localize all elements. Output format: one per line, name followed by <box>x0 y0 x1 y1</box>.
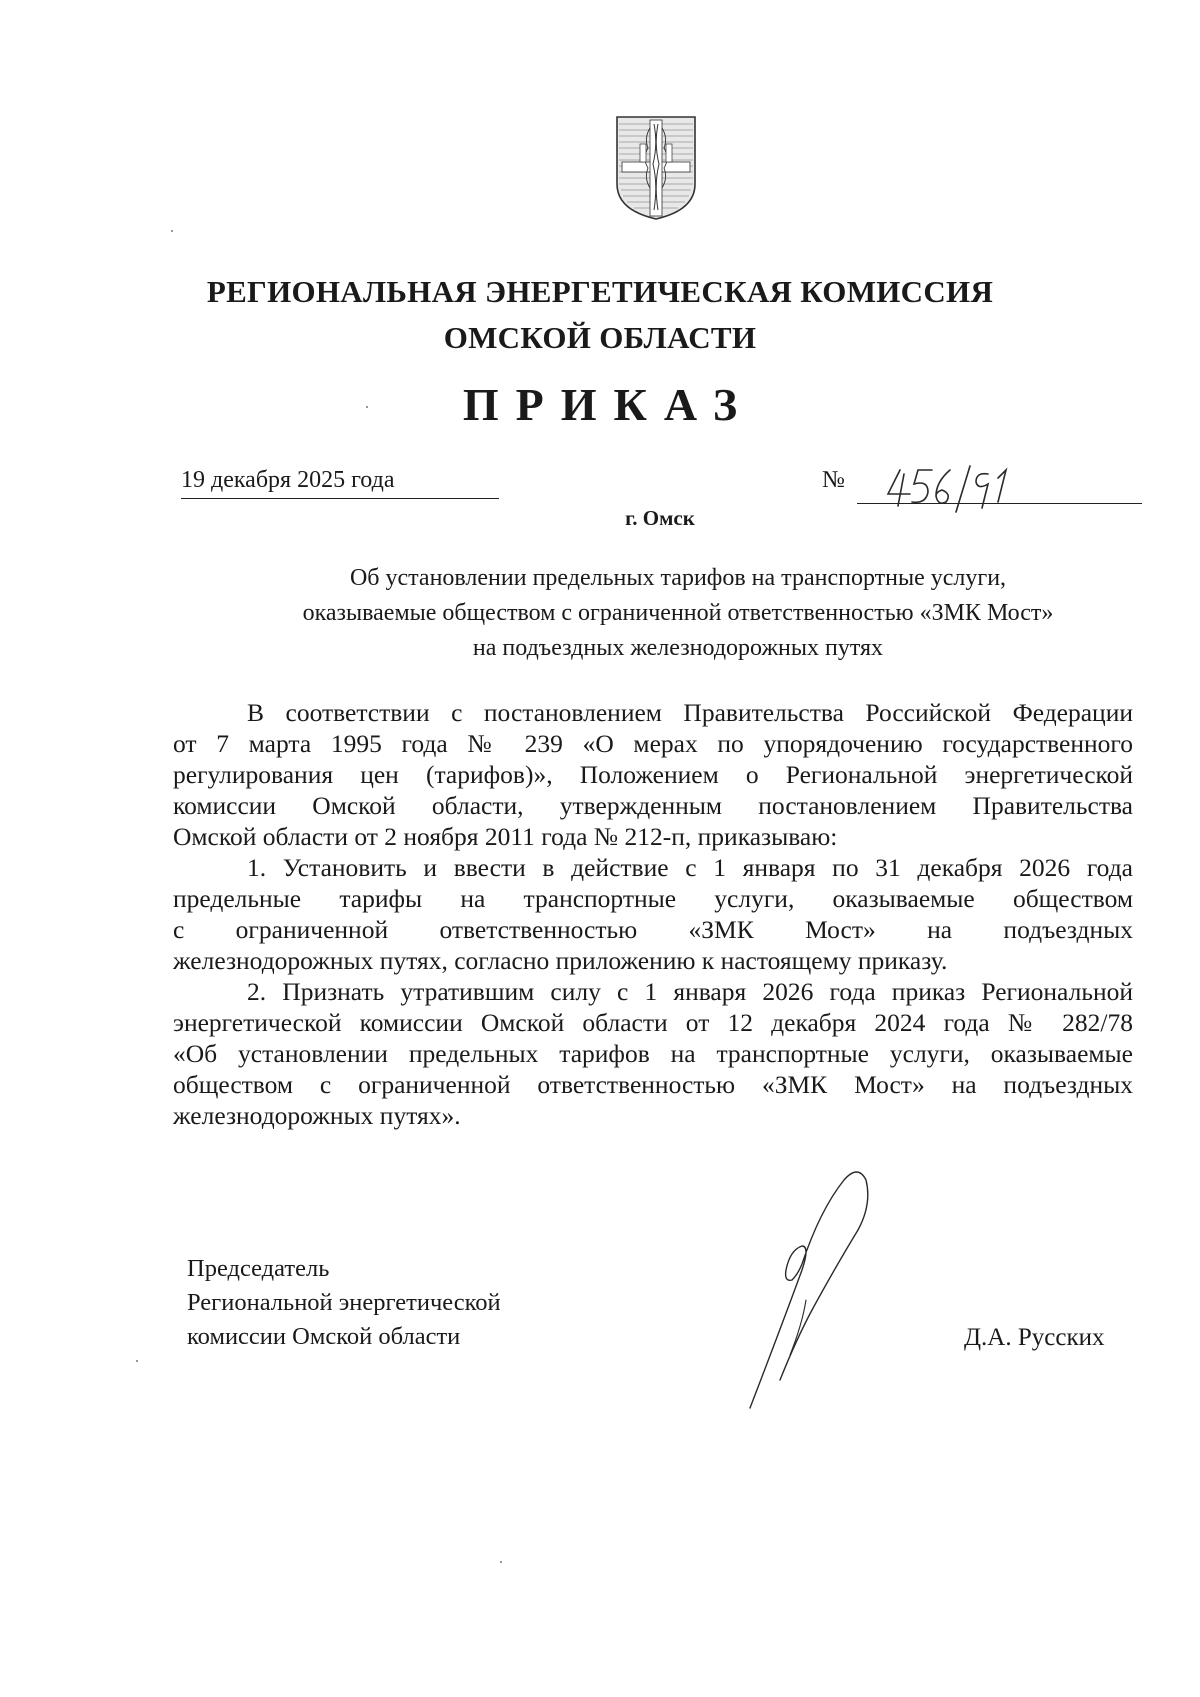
body-line: энергетической комиссии Омской области от 12 декабря 2024 года № 282/78 <box>173 1008 1133 1037</box>
body-line: 1. Установить и ввести в действие с 1 января по 31 декабря 2026 года <box>247 853 1133 882</box>
subject-line: Об установлении предельных тарифов на транспортные услуги, <box>349 565 1007 591</box>
date-underline <box>181 498 499 499</box>
body-line: обществом с ограниченной ответственностью «ЗМК Мост» на подъездных <box>173 1070 1133 1099</box>
body-line: 2. Признать утратившим силу с 1 января 2026 года приказ Региональной <box>247 977 1133 1006</box>
body-paragraph-item1 <box>173 852 1133 883</box>
body-line: предельные тарифы на транспортные услуги, оказываемые обществом <box>173 884 1133 913</box>
order-body <box>173 697 1133 1131</box>
body-line: регулирования цен (тарифов)», Положением о Региональной энергетической <box>173 760 1133 789</box>
body-paragraph-item2-cont <box>173 1007 1133 1131</box>
handwritten-order-number <box>880 462 1020 514</box>
organization-name-line2: ОМСКОЙ ОБЛАСТИ <box>443 320 757 355</box>
document-type-title: ПРИКАЗ <box>462 379 755 430</box>
body-line: железнодорожных путях, согласно приложению к настоящему приказу. <box>173 946 948 975</box>
body-line: с ограниченной ответственностью «ЗМК Мост» на подъездных <box>173 915 1133 944</box>
body-paragraph-item1-cont <box>173 883 1133 976</box>
scan-speck <box>366 406 368 408</box>
body-line: от 7 марта 1995 года № 239 «О мерах по упорядочению государственного <box>173 729 1133 758</box>
coat-of-arms-emblem <box>614 114 698 222</box>
order-date: 19 декабря 2025 года <box>181 467 395 493</box>
body-line: В соответствии с постановлением Правительства Российской Федерации <box>247 698 1133 727</box>
body-line: железнодорожных путях». <box>173 1101 461 1130</box>
signatory-title-line3: комиссии Омской области <box>187 1323 461 1350</box>
signatory-title-line1: Председатель <box>187 1255 330 1282</box>
body-paragraph-intro-cont <box>173 728 1133 852</box>
body-line: Омской области от 2 ноября 2011 года № 212-п, приказываю: <box>173 822 838 851</box>
handwritten-signature <box>740 1150 890 1412</box>
scan-speck <box>136 1360 138 1362</box>
number-sign: № <box>822 467 845 493</box>
subject-line: оказываемые обществом с ограниченной ответственностью «ЗМК Мост» <box>302 600 1054 626</box>
scan-speck <box>171 230 173 232</box>
body-line: комиссии Омской области, утвержденным постановлением Правительства <box>173 791 1133 820</box>
body-paragraph-item2 <box>173 976 1133 1007</box>
signer-name: Д.А. Русских <box>964 1324 1105 1351</box>
scan-speck <box>500 1561 502 1563</box>
body-paragraph-intro <box>173 697 1133 728</box>
subject-line: на подъездных железнодорожных путях <box>472 635 884 661</box>
body-line: «Об установлении предельных тарифов на транспортные услуги, оказываемые <box>173 1039 1133 1068</box>
signatory-title-line2: Региональной энергетической <box>187 1289 501 1316</box>
city: г. Омск <box>625 506 695 530</box>
organization-name-line1: РЕГИОНАЛЬНАЯ ЭНЕРГЕТИЧЕСКАЯ КОМИССИЯ <box>206 274 994 309</box>
